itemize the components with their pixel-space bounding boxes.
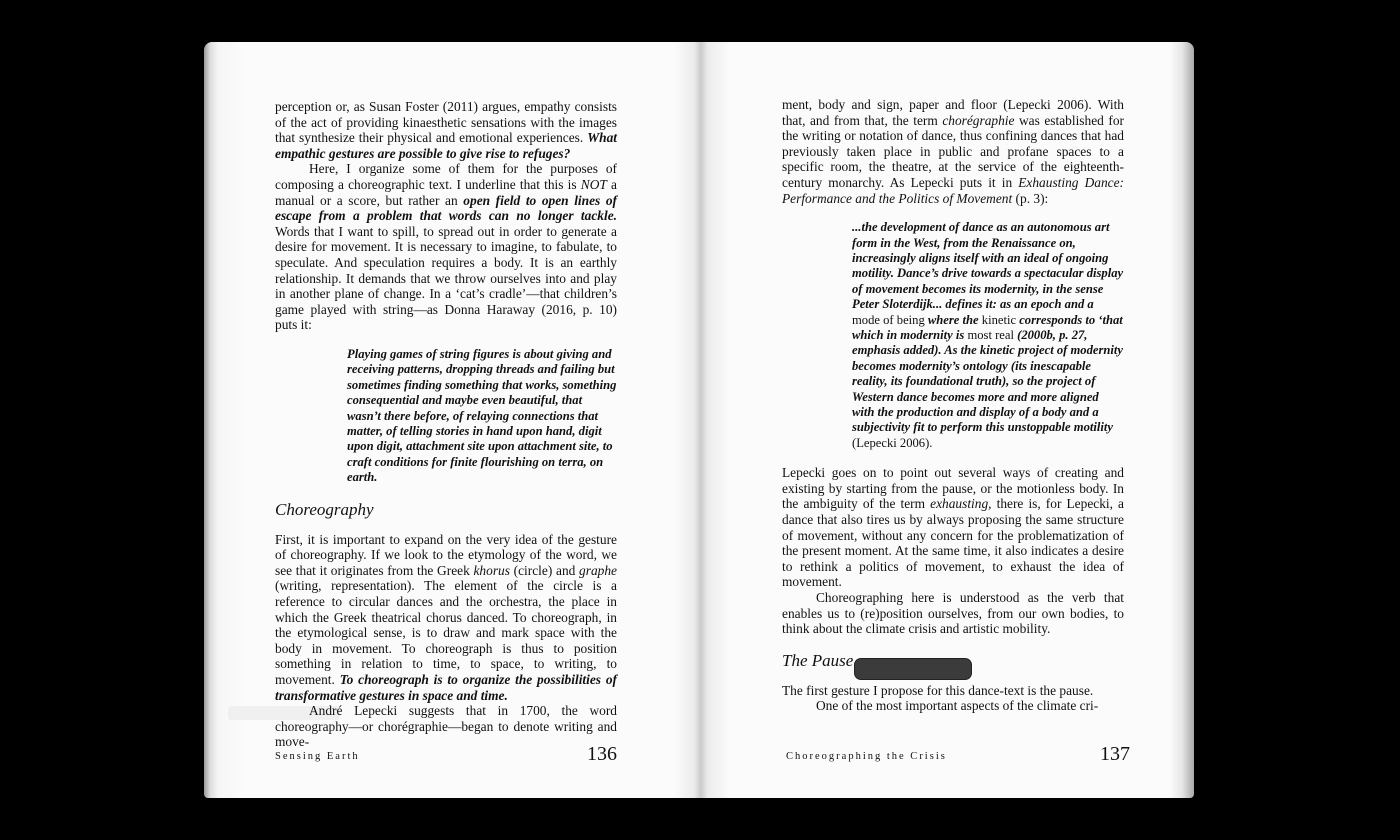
page-number: 137 xyxy=(1100,743,1130,765)
running-footer-title: Sensing Earth xyxy=(275,751,360,762)
paragraph: ment, body and sign, paper and floor (Lepecki 2006). With that, and from that, the term chorégraphie was established for the writing or notation of dance, thus confining dances that had previously taken place in public and profane spaces to a specific room, the theatre, at the service of the eighteenth-century monarchy. As Lepecki puts it in Exhausting Dance: Performance and the Politics of Movement (p. 3): xyxy=(782,97,1125,206)
paragraph: The first gesture I propose for this dance-text is the pause. xyxy=(782,682,1094,698)
paragraph: Choreographing here is understood as the verb that enables us to (re)position ourselves, from our own bodies, to think about the climate crisis and artistic mobility. xyxy=(782,590,1124,637)
redaction-bar xyxy=(854,658,972,680)
running-footer-title: Choreographing the Crisis xyxy=(786,751,947,762)
paragraph: André Lepecki suggests that in 1700, the word choreography—or chorégraphie—began to denote writing and move- xyxy=(275,703,617,750)
paragraph: First, it is important to expand on the very idea of the gesture of choreography. If we look to the etymology of the word, we see that it originates from the Greek khorus (circle) and graphe (writing, representation). The element of the circle is a reference to circular dances and the orchestra, the place in which the Greek theatrical chorus danced. To choreograph, in the etymological sense, is to draw and mark space with the body in movement. To choreograph is thus to position something in relation to time, to space, to writing, to movement. To choreograph is to organize the possibilities of transformative gestures in space and time. xyxy=(275,531,617,703)
paragraph: Here, I organize some of them for the purposes of composing a choreographic text. I underline that this is NOT a manual or a score, but rather an open field to open lines of escape from a problem that words can no longer tackle. Words that I want to spill, to spread out in order to generate a desire for movement. It is necessary to imagine, to fabulate, to speculate. And speculation requires a body. It is an earthly relationship. It demands that we throw ourselves into and play in another plane of change. In a ‘cat’s cradle’—that children’s game played with string—as Donna Haraway (2016, p. 10) puts it: xyxy=(275,161,618,333)
page-number: 136 xyxy=(587,743,617,765)
block-quote: ...the development of dance as an autonomous art form in the West, from the Renaissance on, increasingly aligns itself with an ideal of ongoing motility. Dance’s drive towards a spectacular display of movement becomes its modernity, in the sense Peter Sloterdijk... defines it: as an epoch and a mode of being where the kinetic corresponds to ‘that which in modernity is most real (2000b, p. 27, emphasis added). As the kinetic project of modernity becomes modernity’s ontology (its inescapable reality, its foundational truth), so the project of Western dance becomes more and more aligned with the production and display of a body and a subjectivity fit to perform this unstoppable motility (Lepecki 2006). xyxy=(852,220,1124,450)
section-heading: Choreography xyxy=(275,499,374,519)
right-page-body xyxy=(782,97,1124,714)
paragraph: One of the most important aspects of the climate cri- xyxy=(816,698,1099,714)
block-quote: Playing games of string figures is about giving and receiving patterns, dropping threads and failing but sometimes finding something that works, something consequential and maybe even beautiful, that wasn’t there before, of relaying connections that matter, of telling stories in hand upon hand, digit upon digit, attachment site upon attachment site, to craft conditions for finite flourishing on terra, on earth. xyxy=(347,346,617,485)
left-page-body xyxy=(275,99,617,750)
right-page xyxy=(700,42,1194,798)
left-page xyxy=(204,42,700,798)
paragraph: perception or, as Susan Foster (2011) argues, empathy consists of the act of providing kinaesthetic sensations with the images that synthesize their physical and emotional experiences. What empathic gestures are possible to give rise to refuges? xyxy=(275,99,617,161)
book-spread xyxy=(204,42,1194,798)
paragraph: Lepecki goes on to point out several ways of creating and existing by starting from the pause, or the motionless body. In the ambiguity of the term exhausting, there is, for Lepecki, a dance that also tires us by always proposing the same structure of movement, without any concern for the problematization of the present moment. At the same time, it also indicates a desire to rethink a politics of movement, to exhaust the idea of movement. xyxy=(782,465,1124,590)
section-heading: The Pause xyxy=(782,650,854,670)
